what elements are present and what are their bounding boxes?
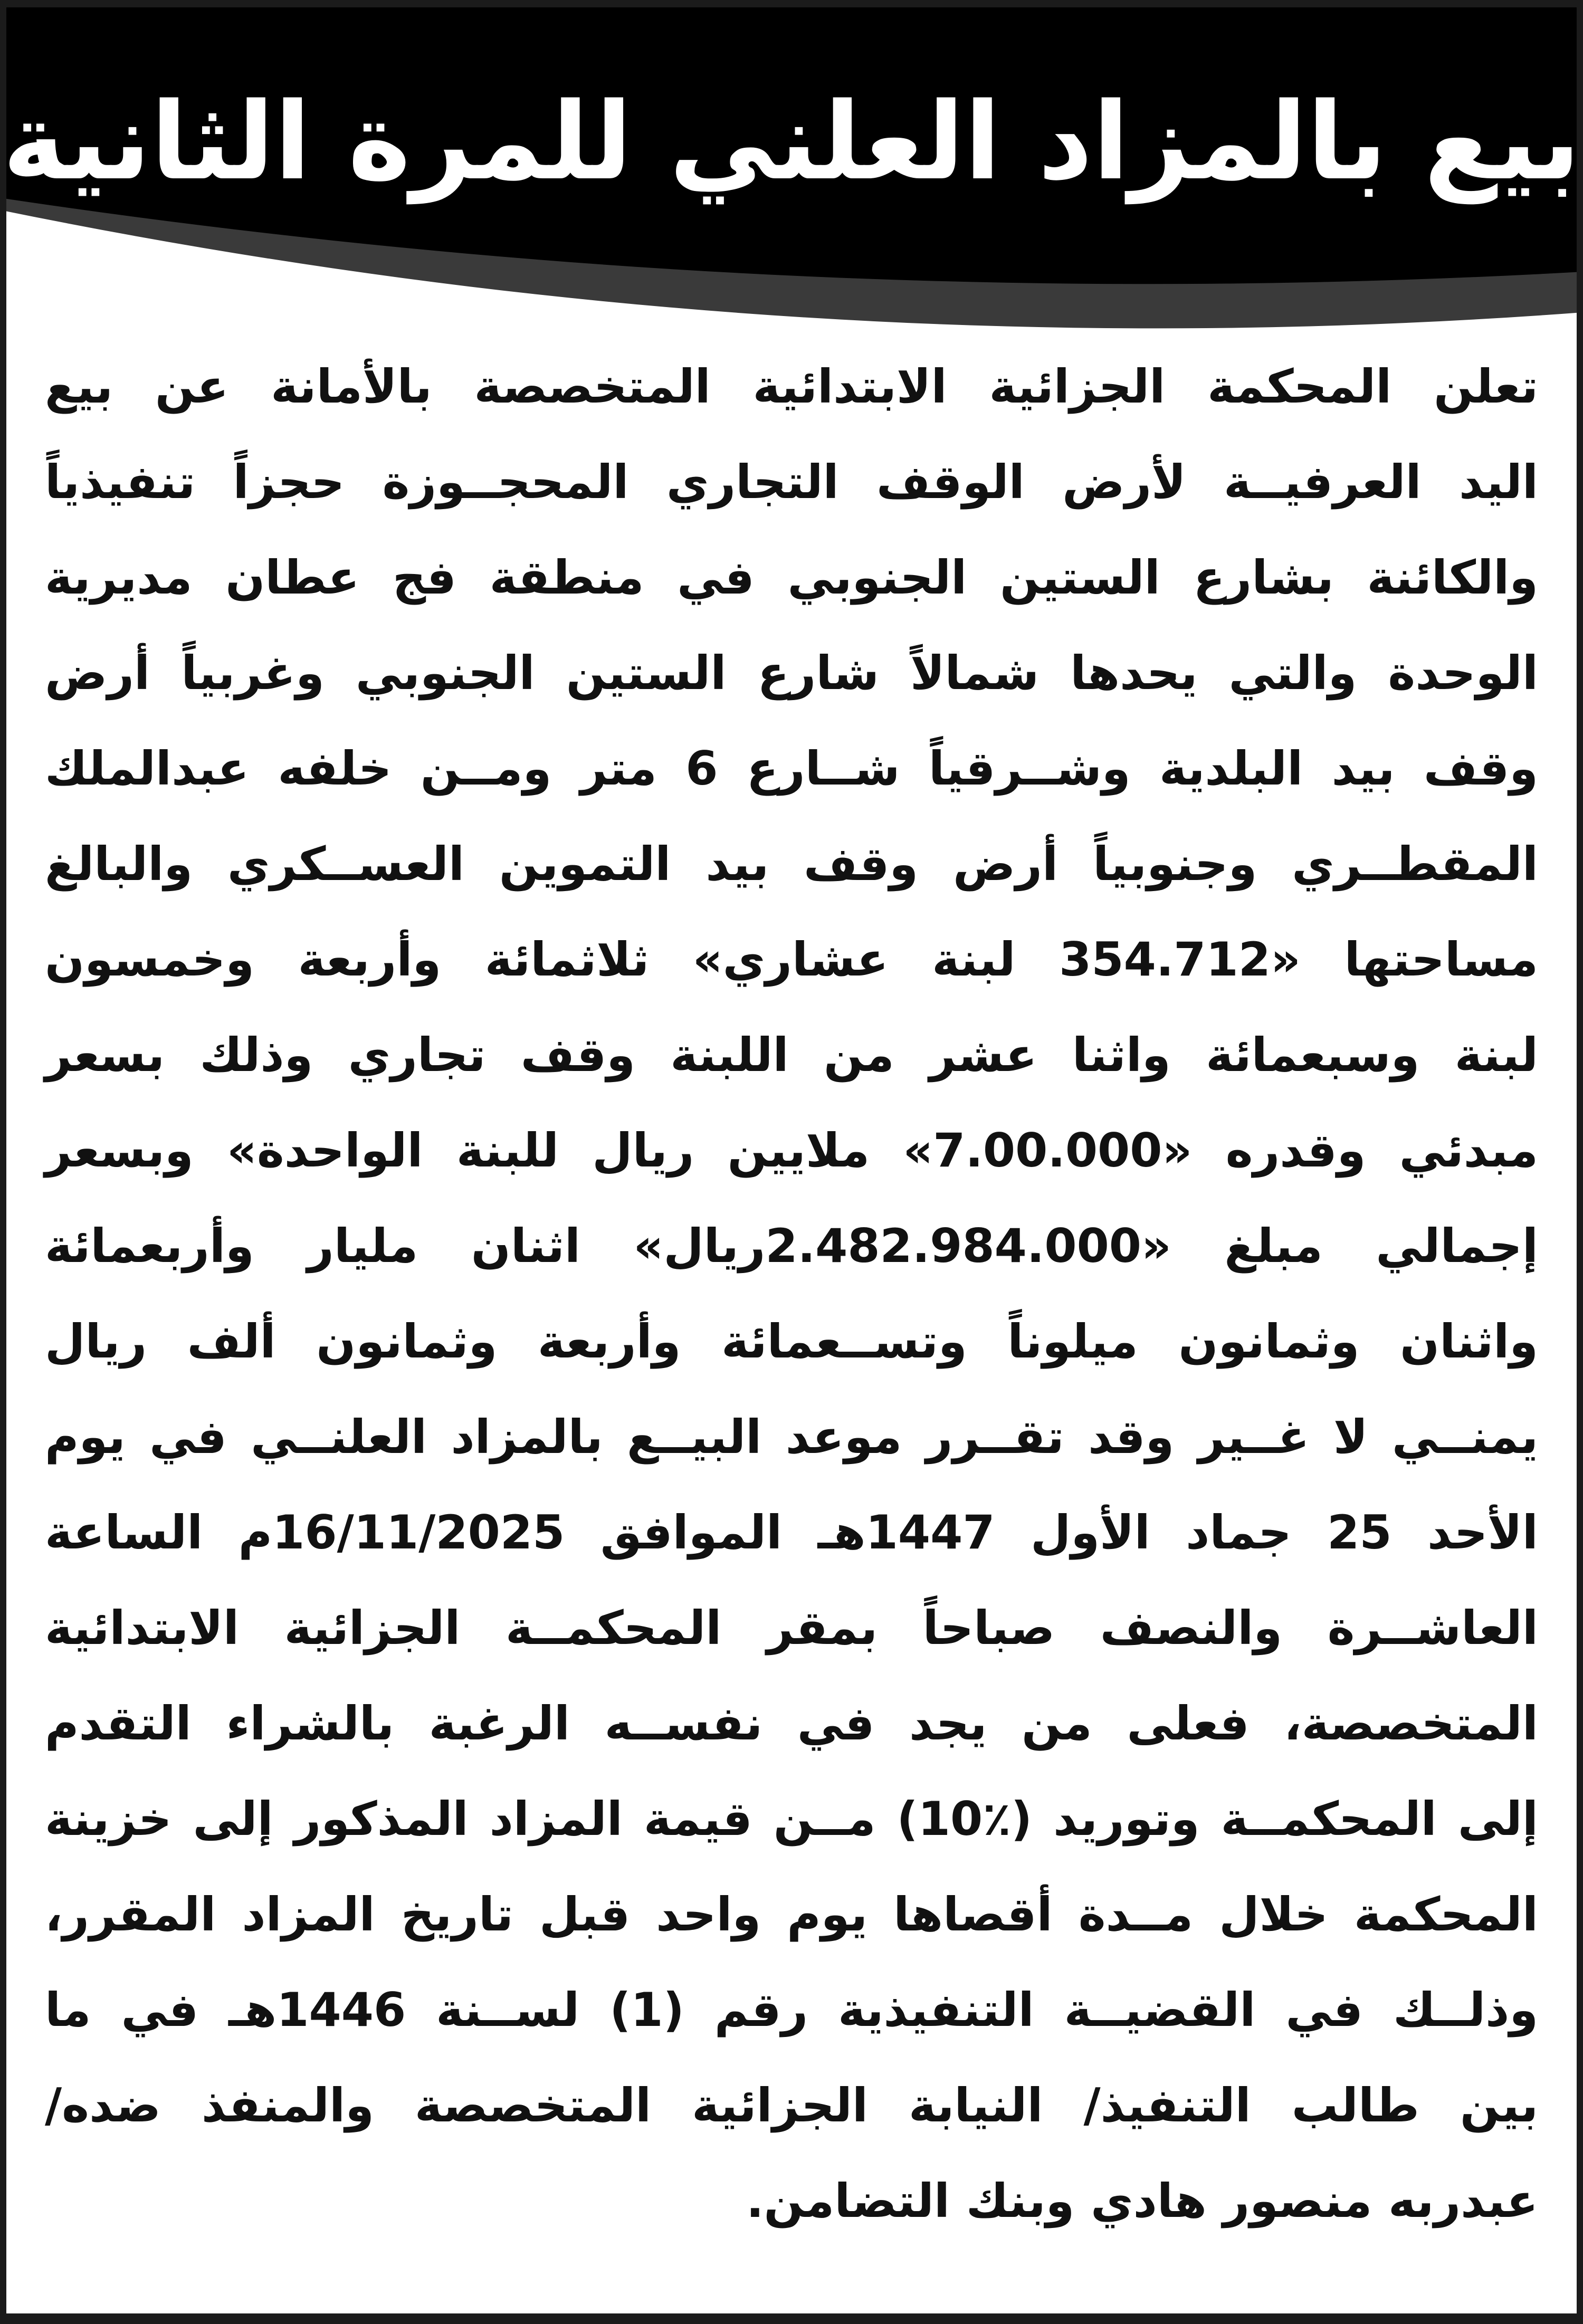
notice-line: بين طالب التنفيذ/ النيابة الجزائية المتخصصة والمنفذ ضده/ xyxy=(45,2078,1538,2132)
notice-line: إلى المحكمــة وتوريد (٪10) مــن قيمة المزاد المذكور إلى خزينة xyxy=(45,1792,1538,1846)
notice-line: وقف بيد البلدية وشــرقياً شــارع 6 متر ومــن خلفه عبدالملك xyxy=(45,741,1538,796)
notice-line: واثنان وثمانون ميلوناً وتســعمائة وأربعة وثمانون ألف ريال xyxy=(45,1314,1538,1369)
notice-line: عبدربه منصور هادي وبنك التضامن. xyxy=(746,2174,1538,2228)
notice-line: والكائنة بشارع الستين الجنوبي في منطقة فج عطان مديرية xyxy=(45,550,1538,605)
notice-line: المحكمة خلال مــدة أقصاها يوم واحد قبل تاريخ المزاد المقرر، xyxy=(45,1887,1538,1942)
notice-line: اليد العرفيــة لأرض الوقف التجاري المحجــوزة حجزاً تنفيذياً xyxy=(45,455,1538,509)
notice-line: تعلن المحكمة الجزائية الابتدائية المتخصصة بالأمانة عن بيع xyxy=(45,359,1538,414)
notice-line: العاشــرة والنصف صباحاً بمقر المحكمــة الجزائية الابتدائية xyxy=(45,1601,1538,1655)
notice-line: يمنــي لا غــير وقد تقــرر موعد البيــع بالمزاد العلنــي في يوم xyxy=(45,1410,1538,1464)
notice-line: المتخصصة، فعلى من يجد في نفســه الرغبة بالشراء التقدم xyxy=(45,1696,1538,1751)
notice-body xyxy=(45,339,1538,2249)
notice-line: الأحد 25 جماد الأول 1447هـ الموافق 16/11/2025م الساعة xyxy=(45,1505,1538,1560)
notice-line: مبدئي وقدره «7.00.000» ملايين ريال للبنة الواحدة» وبسعر xyxy=(45,1123,1538,1178)
notice-line: لبنة وسبعمائة واثنا عشر من اللبنة وقف تجاري وذلك بسعر xyxy=(45,1028,1538,1082)
notice-line: إجمالي مبلغ «2.482.984.000ريال» اثنان مليار وأربعمائة xyxy=(45,1219,1539,1273)
notice-line: مساحتها «354.712 لبنة عشاري» ثلاثمائة وأربعة وخمسون xyxy=(45,932,1538,987)
page-title: بيع بالمزاد العلني للمرة الثانية xyxy=(2,79,1581,204)
notice-line: الوحدة والتي يحدها شمالاً شارع الستين الجنوبي وغربياً أرض xyxy=(45,646,1538,700)
notice-line: وذلــك في القضيــة التنفيذية رقم (1) لســنة 1446هـ في ما xyxy=(45,1983,1539,2037)
notice-line: المقطــري وجنوبياً أرض وقف بيد التموين العســكري والبالغ xyxy=(45,837,1538,891)
